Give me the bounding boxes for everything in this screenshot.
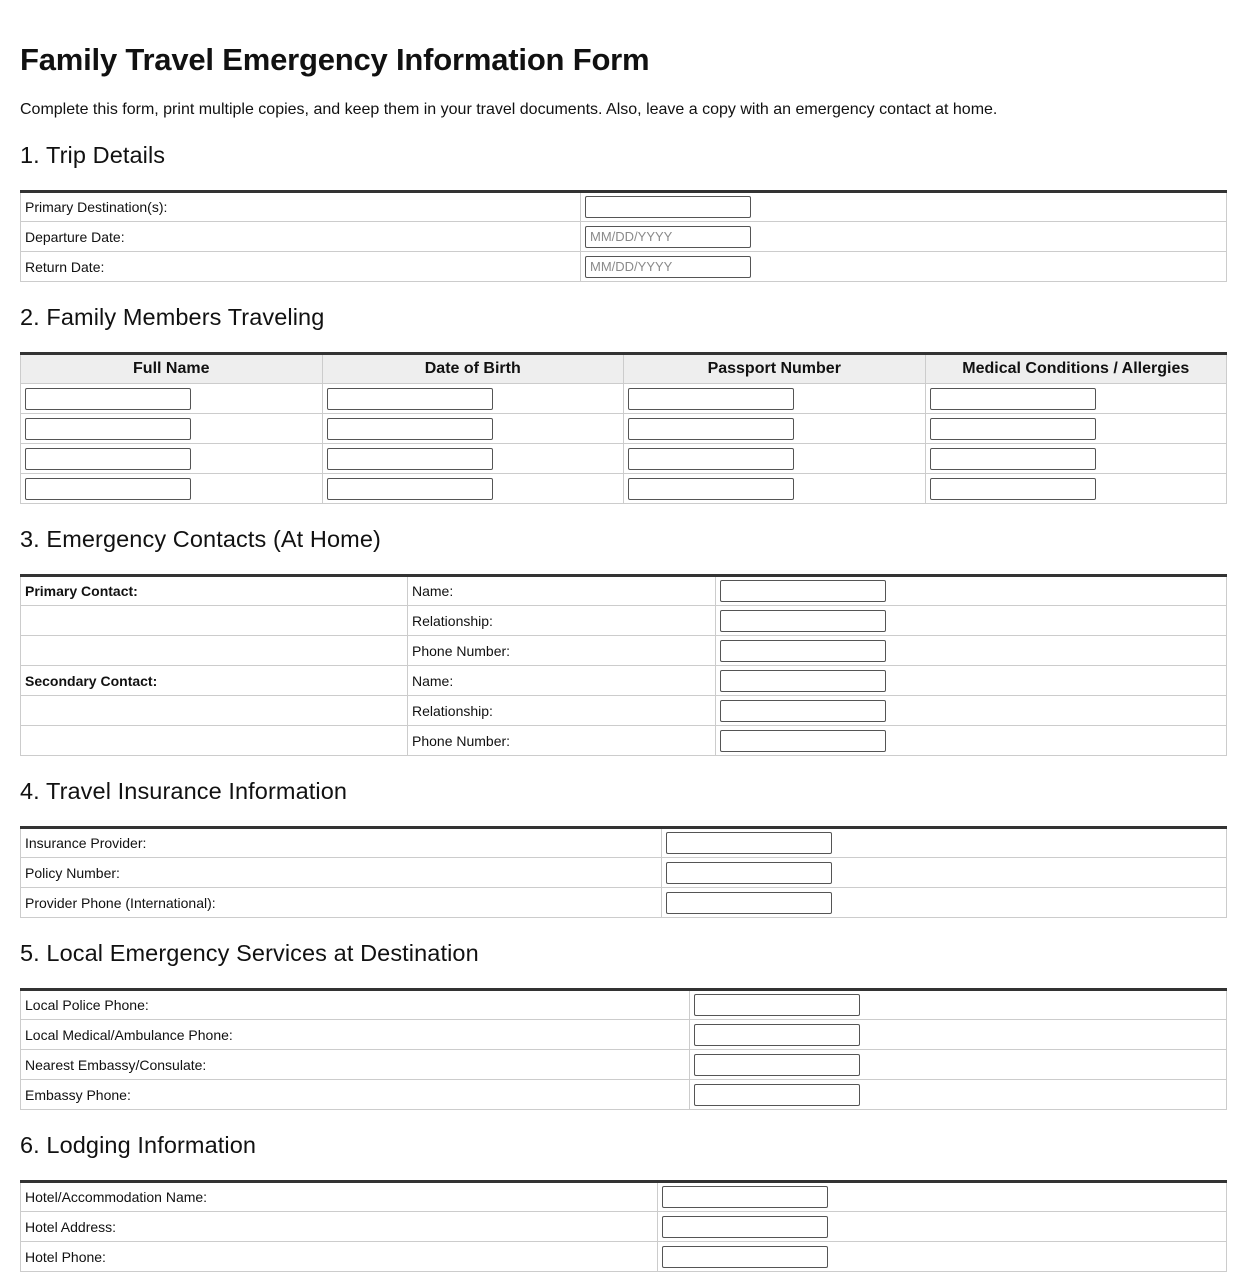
table-row: [21, 192, 1227, 222]
insurance-provider-label: Insurance Provider:: [21, 828, 662, 858]
primary-phone-label: Phone Number:: [408, 636, 716, 666]
primary-contact-label: Primary Contact:: [21, 576, 408, 606]
table-row: [21, 990, 1227, 1020]
travel-insurance-heading: 4. Travel Insurance Information: [20, 778, 348, 804]
full-name-input[interactable]: [25, 448, 191, 470]
emergency-contacts-heading: 3. Emergency Contacts (At Home): [20, 526, 381, 552]
column-header-full-name: Full Name: [21, 354, 323, 384]
hotel-phone-label: Hotel Phone:: [21, 1242, 658, 1272]
medical-conditions-input[interactable]: [930, 448, 1096, 470]
table-row: [21, 1080, 1227, 1110]
embassy-phone-label: Embassy Phone:: [21, 1080, 690, 1110]
embassy-input[interactable]: [694, 1054, 860, 1076]
table-row: [21, 888, 1227, 918]
departure-date-input[interactable]: [585, 226, 751, 248]
passport-number-input[interactable]: [628, 388, 794, 410]
table-row: [21, 414, 1227, 444]
column-header-passport-number: Passport Number: [624, 354, 926, 384]
emergency-contacts-table: [20, 574, 1227, 756]
travel-insurance-table: [20, 826, 1227, 918]
medical-conditions-input[interactable]: [930, 388, 1096, 410]
column-header-medical-conditions: Medical Conditions / Allergies: [925, 354, 1227, 384]
secondary-name-input[interactable]: [720, 670, 886, 692]
table-row: [21, 636, 1227, 666]
medical-conditions-input[interactable]: [930, 418, 1096, 440]
table-row: [21, 384, 1227, 414]
local-police-input[interactable]: [694, 994, 860, 1016]
table-row: [21, 696, 1227, 726]
primary-name-input[interactable]: [720, 580, 886, 602]
return-date-label: Return Date:: [21, 252, 581, 282]
local-medical-input[interactable]: [694, 1024, 860, 1046]
table-row: [21, 1050, 1227, 1080]
full-name-input[interactable]: [25, 418, 191, 440]
full-name-input[interactable]: [25, 388, 191, 410]
page-title: Family Travel Emergency Information Form: [20, 42, 650, 77]
table-row: [21, 1212, 1227, 1242]
lodging-table: [20, 1180, 1227, 1272]
full-name-input[interactable]: [25, 478, 191, 500]
primary-relationship-input[interactable]: [720, 610, 886, 632]
table-row: [21, 828, 1227, 858]
family-members-heading: 2. Family Members Traveling: [20, 304, 325, 330]
primary-name-label: Name:: [408, 576, 716, 606]
table-row: [21, 726, 1227, 756]
table-header-row: [21, 354, 1227, 384]
hotel-name-label: Hotel/Accommodation Name:: [21, 1182, 658, 1212]
column-header-date-of-birth: Date of Birth: [322, 354, 624, 384]
secondary-relationship-input[interactable]: [720, 700, 886, 722]
trip-details-table: [20, 190, 1227, 282]
date-of-birth-input[interactable]: [327, 418, 493, 440]
table-row: [21, 252, 1227, 282]
primary-phone-input[interactable]: [720, 640, 886, 662]
table-row: [21, 444, 1227, 474]
destination-label: Primary Destination(s):: [21, 192, 581, 222]
embassy-phone-input[interactable]: [694, 1084, 860, 1106]
passport-number-input[interactable]: [628, 478, 794, 500]
insurance-provider-input[interactable]: [666, 832, 832, 854]
provider-phone-input[interactable]: [666, 892, 832, 914]
provider-phone-label: Provider Phone (International):: [21, 888, 662, 918]
policy-number-label: Policy Number:: [21, 858, 662, 888]
primary-relationship-label: Relationship:: [408, 606, 716, 636]
hotel-name-input[interactable]: [662, 1186, 828, 1208]
secondary-name-label: Name:: [408, 666, 716, 696]
departure-date-label: Departure Date:: [21, 222, 581, 252]
hotel-address-input[interactable]: [662, 1216, 828, 1238]
hotel-address-label: Hotel Address:: [21, 1212, 658, 1242]
local-emergency-table: [20, 988, 1227, 1110]
intro-text: Complete this form, print multiple copies, and keep them in your travel documents. Also, leave a copy with an emergency contact at home.: [20, 101, 998, 118]
hotel-phone-input[interactable]: [662, 1246, 828, 1268]
secondary-contact-label: Secondary Contact:: [21, 666, 408, 696]
date-of-birth-input[interactable]: [327, 448, 493, 470]
lodging-heading: 6. Lodging Information: [20, 1132, 257, 1158]
table-row: [21, 576, 1227, 606]
secondary-phone-input[interactable]: [720, 730, 886, 752]
secondary-relationship-label: Relationship:: [408, 696, 716, 726]
return-date-input[interactable]: [585, 256, 751, 278]
table-row: [21, 606, 1227, 636]
passport-number-input[interactable]: [628, 448, 794, 470]
date-of-birth-input[interactable]: [327, 388, 493, 410]
table-row: [21, 1020, 1227, 1050]
policy-number-input[interactable]: [666, 862, 832, 884]
table-row: [21, 1182, 1227, 1212]
family-members-table: [20, 352, 1227, 504]
table-row: [21, 474, 1227, 504]
local-medical-label: Local Medical/Ambulance Phone:: [21, 1020, 690, 1050]
date-of-birth-input[interactable]: [327, 478, 493, 500]
local-police-label: Local Police Phone:: [21, 990, 690, 1020]
table-row: [21, 666, 1227, 696]
medical-conditions-input[interactable]: [930, 478, 1096, 500]
local-emergency-heading: 5. Local Emergency Services at Destination: [20, 940, 479, 966]
table-row: [21, 858, 1227, 888]
secondary-phone-label: Phone Number:: [408, 726, 716, 756]
table-row: [21, 222, 1227, 252]
embassy-label: Nearest Embassy/Consulate:: [21, 1050, 690, 1080]
destination-input[interactable]: [585, 196, 751, 218]
trip-details-heading: 1. Trip Details: [20, 142, 166, 168]
table-row: [21, 1242, 1227, 1272]
passport-number-input[interactable]: [628, 418, 794, 440]
